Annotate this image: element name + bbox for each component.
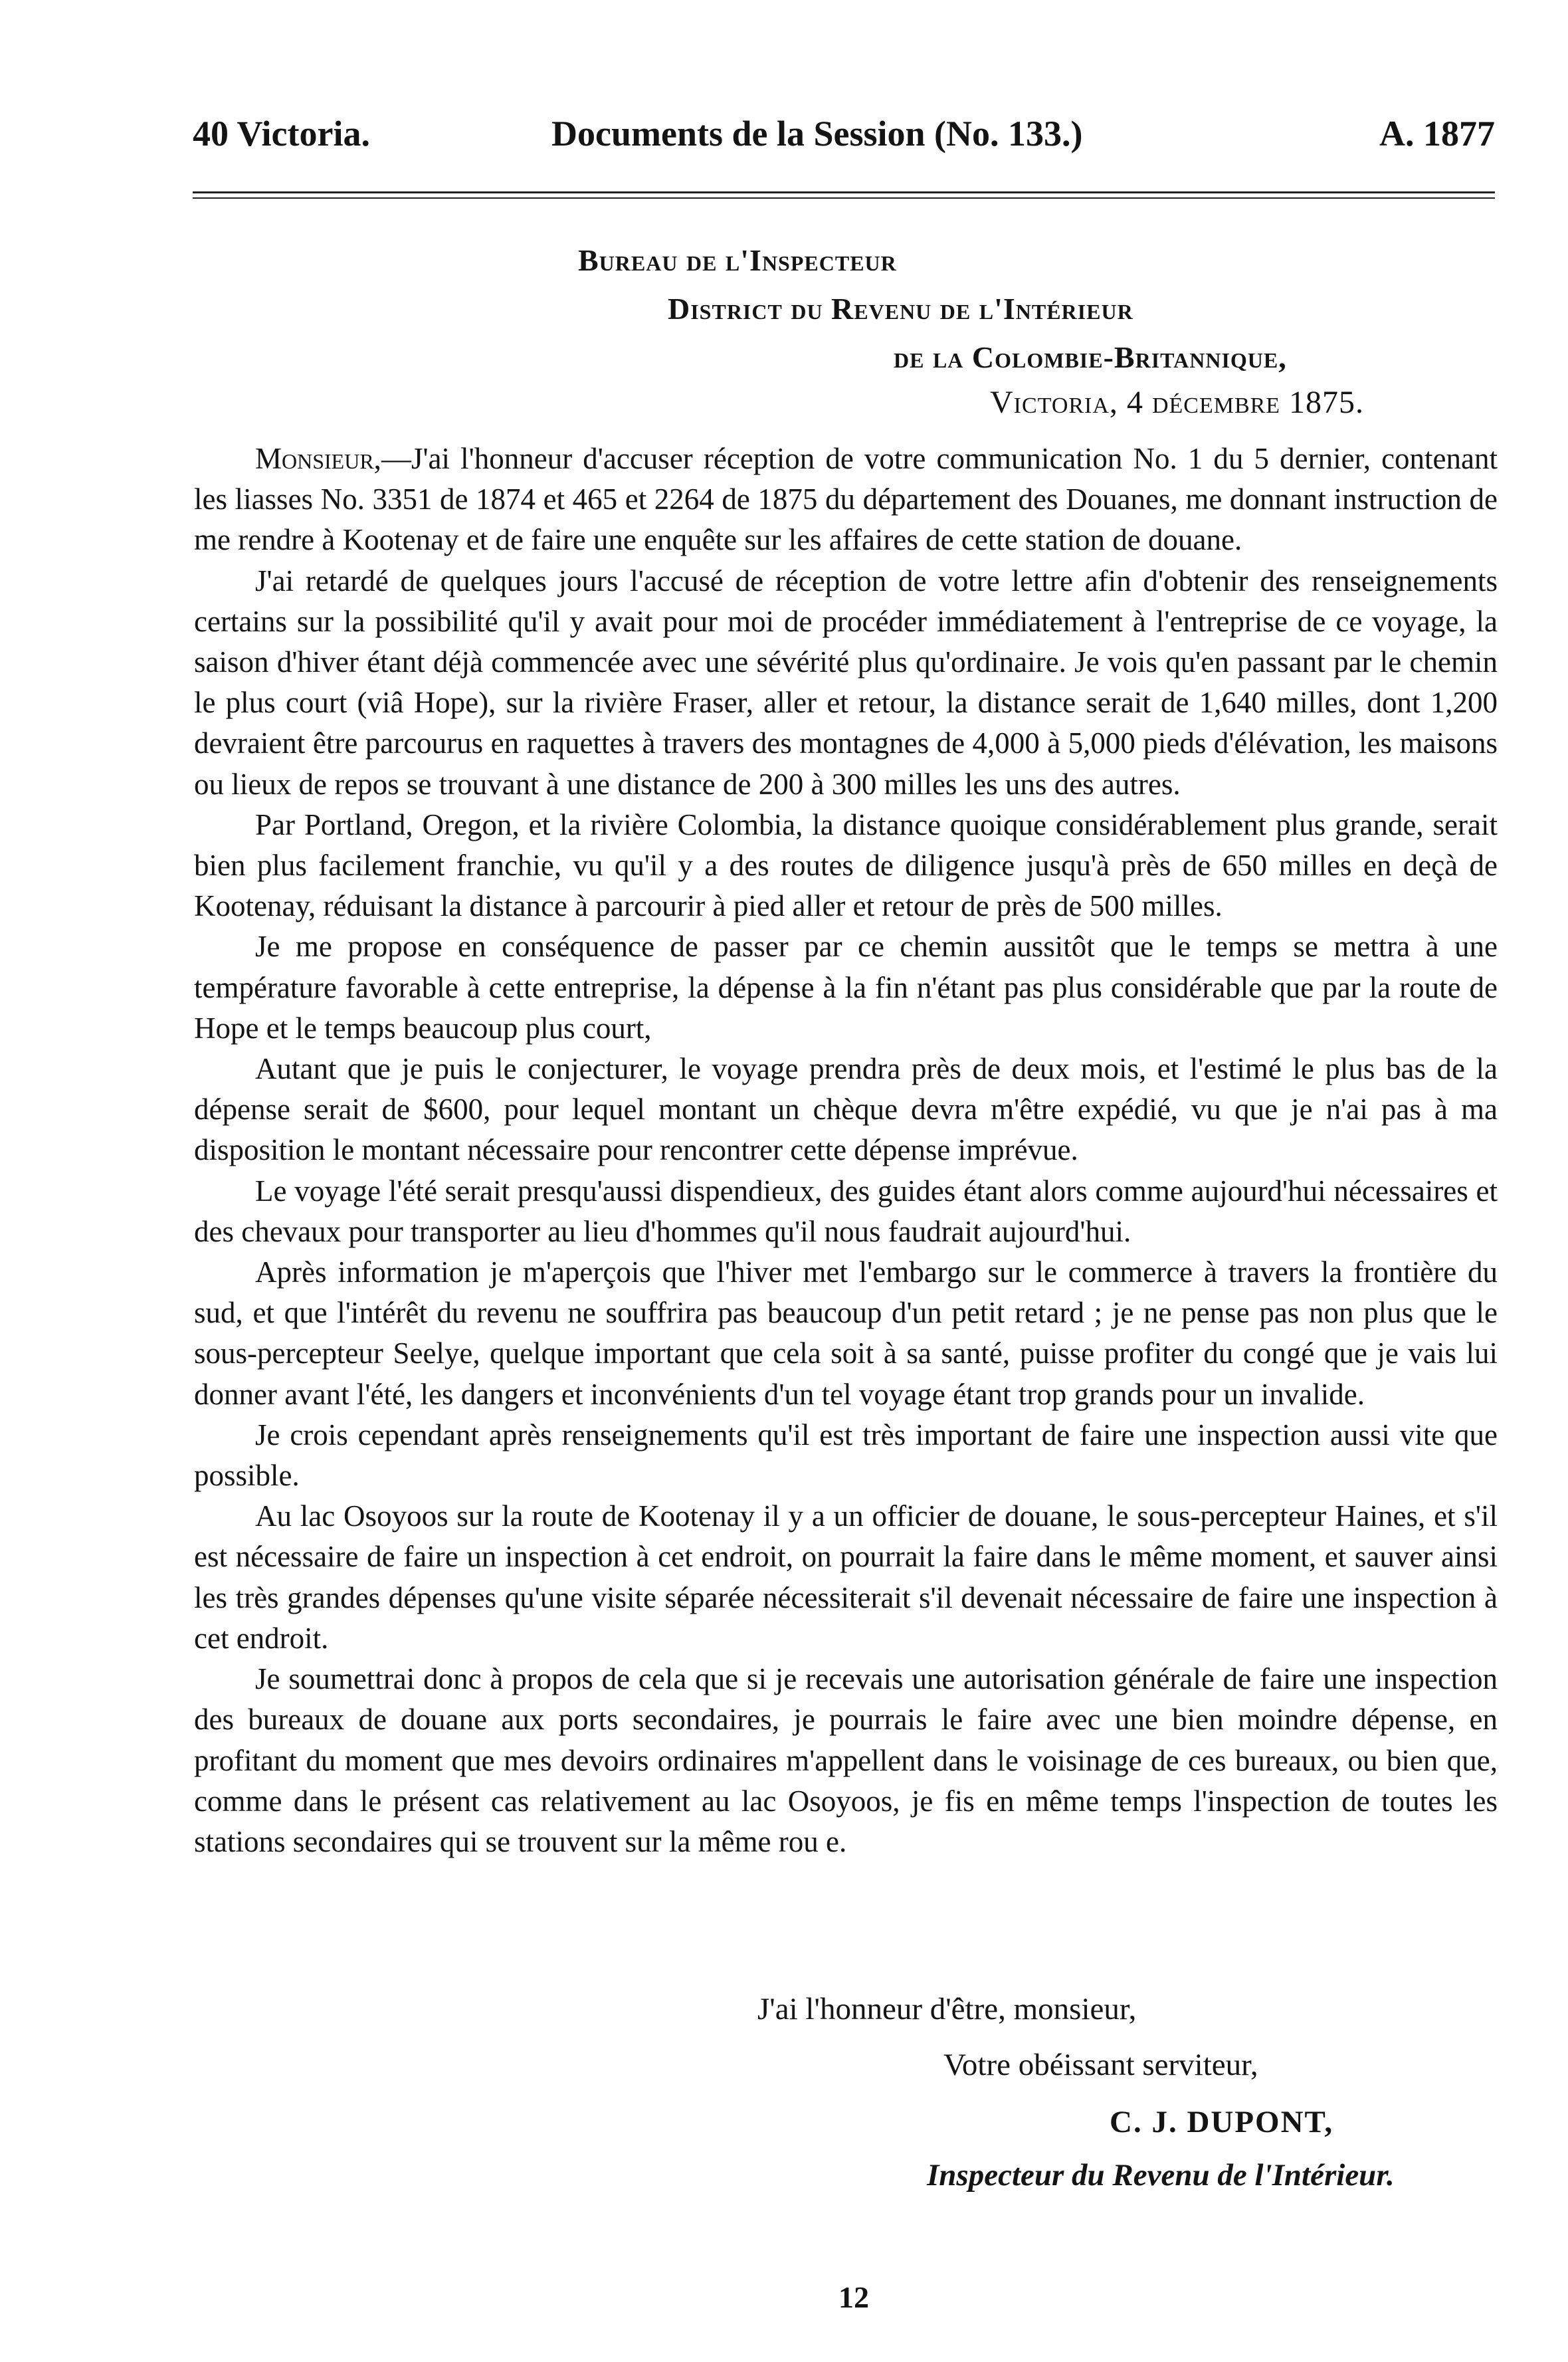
paragraph: Je soumettrai donc à propos de cela que si je recevais une autorisation générale de faire une inspection des bureaux de douane aux ports secondaires, je pourrais le faire avec une bien moindre dépense, en profitant du moment que mes devoirs ordinaires m'appellent dans le voisinage de ces bureaux, ou bien que, comme dans le présent cas relativement au lac Osoyoos, je fis en même temps l'inspection de toutes les stations secondaires qui se trouvent sur la même rou e.: [194, 1662, 1498, 1858]
header-session: Documents de la Session (No. 133.): [551, 114, 1083, 154]
paragraph: [194, 439, 1498, 561]
paragraph: Après information je m'aperçois que l'hiver met l'embargo sur le commerce à travers la frontière du sud, et que l'intérêt du revenu ne souffrira pas beaucoup d'un petit retard ; je ne pense pas non plus que le sous-percepteur Seelye, quelque important que cela soit à sa santé, puisse profiter du congé que je vais lui donner avant l'été, les dangers et inconvénients d'un tel voyage étant trop grands pour un invalide.: [194, 1255, 1498, 1411]
page-number: 12: [838, 2280, 869, 2314]
paragraph: J'ai retardé de quelques jours l'accusé de réception de votre lettre afin d'obtenir des renseignements certains sur la possibilité qu'il y avait pour moi de procéder immédiatement à l'entreprise de ce voyage, la saison d'hiver étant déjà commencée avec une sévérité plus qu'ordinaire. Je vois qu'en passant par le chemin le plus court (viâ Hope), sur la rivière Fraser, aller et retour, la distance serait de 1,640 milles, dont 1,200 devraient être parcourus en raquettes à travers des montagnes de 4,000 à 5,000 pieds d'élévation, les maisons ou lieux de repos se trouvant à une distance de 200 à 300 milles les uns des autres.: [194, 564, 1498, 801]
signature-title: Inspecteur du Revenu de l'Intérieur.: [927, 2158, 1395, 2193]
address-place-date: [990, 384, 1364, 421]
header-volume: 40 Victoria.: [193, 114, 370, 154]
address-province: de la Colombie-Britannique,: [894, 340, 1287, 374]
header-year: A. 1877: [1379, 114, 1495, 154]
address-district: District du Revenu de l'Intérieur: [668, 292, 1133, 326]
paragraph: Par Portland, Oregon, et la rivière Colombia, la distance quoique considérablement plus grande, serait bien plus facilement franchie, vu qu'il y a des routes de diligence jusqu'à près de 650 milles en deçà de Kootenay, réduisant la distance à parcourir à pied aller et retour de près de 500 milles.: [194, 807, 1498, 923]
header-rule-secondary: [193, 197, 1495, 199]
paragraph-text: —J'ai l'honneur d'accuser réception de votre communication No. 1 du 5 dernier, contenant les liasses No. 3351 de 1874 et 465 et 2264 de 1875 du département des Douanes, me donnant instruction de me rendre à Kootenay et de faire une enquête sur les affaires de cette station de douane.: [194, 442, 1498, 557]
paragraph: Je me propose en conséquence de passer par ce chemin aussitôt que le temps se mettra à une température favorable à cette entreprise, la dépense à la fin n'étant pas plus considérable que par la route de Hope et le temps beaucoup plus court,: [194, 930, 1498, 1045]
paragraph: Le voyage l'été serait presqu'aussi dispendieux, des guides étant alors comme aujourd'hui nécessaires et des chevaux pour transporter au lieu d'hommes qu'il nous faudrait aujourd'hui.: [194, 1174, 1498, 1248]
salutation: Monsieur,: [255, 442, 381, 475]
running-header: [193, 113, 1495, 166]
paragraph: Au lac Osoyoos sur la route de Kootenay il y a un officier de douane, le sous-percepteur Haines, et s'il est nécessaire de faire un inspection à cet endroit, on pourrait la faire dans le même moment, et sauver ainsi les très grandes dépenses qu'une visite séparée nécessiterait s'il devenait nécessaire de faire une inspection à cet endroit.: [194, 1499, 1498, 1655]
address-place: Victoria,: [990, 385, 1118, 420]
letter-body: [194, 439, 1498, 1862]
paragraph: Je crois cependant après renseignements qu'il est très important de faire une inspection aussi vite que possible.: [194, 1418, 1498, 1493]
address-date: 4 décembre 1875.: [1126, 385, 1365, 420]
address-bureau: Bureau de l'Inspecteur: [578, 243, 897, 277]
signature-name: C. J. DUPONT,: [1110, 2105, 1334, 2139]
paragraph: Autant que je puis le conjecturer, le voyage prendra près de deux mois, et l'estimé le plus bas de la dépense serait de $600, pour lequel montant un chèque devra m'être expédié, vu que je n'ai pas à ma disposition le montant nécessaire pour rencontrer cette dépense imprévue.: [194, 1052, 1498, 1167]
closing-servant: Votre obéissant serviteur,: [943, 2048, 1258, 2082]
header-rule: [193, 191, 1495, 193]
closing-greeting: J'ai l'honneur d'être, monsieur,: [757, 1992, 1137, 2026]
